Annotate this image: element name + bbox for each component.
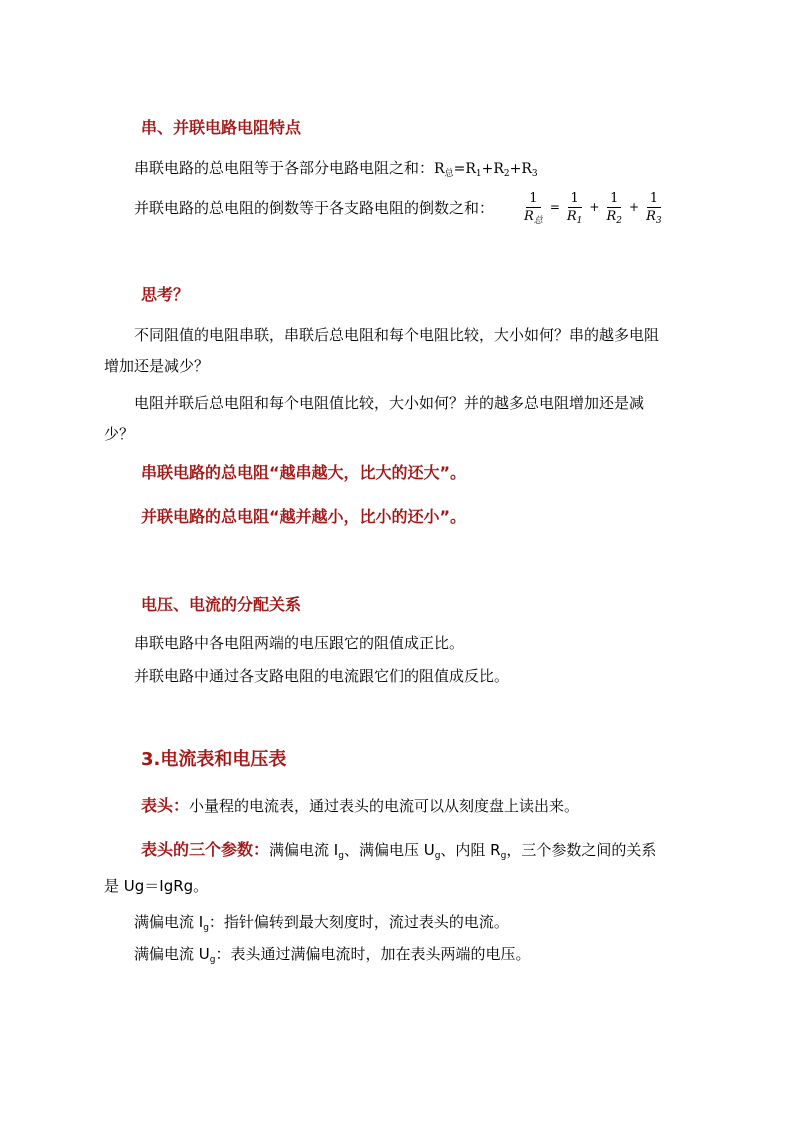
section-title-resistance: 串、并联电路电阻特点 [141,118,302,137]
question-series-line2: 增加还是减少？ [104,357,210,375]
question-parallel-line2: 少？ [104,425,135,443]
meter-text: 小量程的电流表，通过表头的电流可以从刻度盘上读出来。 [189,797,580,815]
series-resistance-rule [134,158,538,179]
parallel-formula: $\frac{1}{R_总}$ = $\frac{1}{R_1}$ + $\frac{1}{R_2}$ + $\frac{1}{R_3}$ [518,187,668,227]
question-parallel-line1: 电阻并联后总电阻和每个电阻值比较，大小如何？并的越多总电阻增加还是减 [134,394,645,412]
series-rule-text: 串联电路的总电阻等于各部分电路电阻之和： [134,159,435,177]
section-title-think: 思考？ [141,285,190,304]
question-series-line1: 不同阻值的电阻串联，串联后总电阻和每个电阻比较，大小如何？串的越多电阻 [134,326,660,344]
section-title-distribution: 电压、电流的分配关系 [141,595,302,614]
fraction-r3: $\frac{1}{R_3}$ [646,190,662,226]
params-label: 表头的三个参数： [141,840,270,859]
distribution-series: 串联电路中各电阻两端的电压跟它的阻值成正比。 [134,634,465,652]
meter-params-line1: 表头的三个参数：满偏电流 $I_g$、满偏电压 $U_g$、内阻 $R_g$，三个参数之间的关系 [141,840,657,861]
section-title-meters: 3.电流表和电压表 [141,749,287,770]
meter-params-line2: 是 Ug＝IgRg。 [104,877,209,895]
conclusion-parallel: 并联电路的总电阻“越并越小，比小的还小”。 [141,507,467,526]
distribution-parallel: 并联电路中通过各支路电阻的电流跟它们的阻值成反比。 [134,667,510,685]
meter-label: 表头： [141,796,190,815]
meter-definition [141,796,579,816]
fraction-total: $\frac{1}{R_总}$ [524,190,543,226]
fraction-r1: $\frac{1}{R_1}$ [566,190,583,226]
fraction-r2: $\frac{1}{R_2}$ [606,190,622,226]
full-scale-voltage: 满偏电流 $U_g$：表头通过满偏电流时，加在表头两端的电压。 [134,945,531,965]
full-scale-current: 满偏电流 $I_g$：指针偏转到最大刻度时，流过表头的电流。 [134,913,509,933]
conclusion-series: 串联电路的总电阻“越串越大，比大的还大”。 [141,463,467,482]
parallel-resistance-rule: 并联电路的总电阻的倒数等于各支路电阻的倒数之和： [134,199,495,217]
series-formula: $R_总=R_1+R_2+R_3$ [434,161,538,179]
